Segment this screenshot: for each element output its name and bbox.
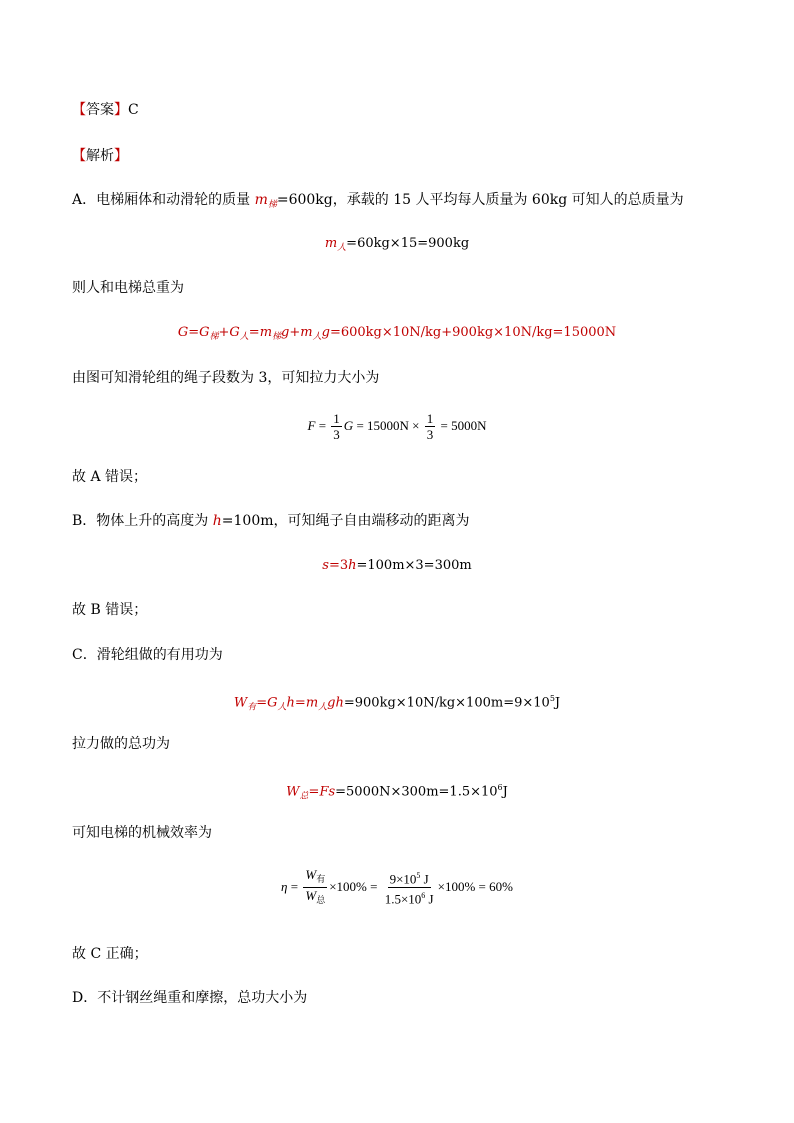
var-s: s: [322, 558, 329, 573]
subscript: 梯: [272, 332, 282, 342]
subscript: 人: [239, 332, 249, 342]
denominator: [383, 888, 436, 906]
answer-value: C: [128, 102, 139, 118]
analysis-heading: [72, 146, 128, 166]
subscript: 梯: [209, 332, 219, 342]
var-W: W: [305, 866, 317, 882]
var-Fs: Fs: [319, 784, 336, 800]
unit: J: [420, 871, 429, 887]
subscript: 梯: [267, 200, 277, 210]
fraction: [383, 868, 436, 906]
answer-label: 答案: [86, 102, 114, 118]
formula-text: =60kg×15=900kg: [346, 236, 470, 251]
subscript: 人: [277, 702, 287, 713]
equals: =: [315, 418, 330, 433]
var-h: h: [348, 558, 357, 573]
exponent: 5: [416, 871, 421, 881]
denominator: 3: [426, 426, 434, 442]
var-h: h: [212, 513, 222, 529]
text: A．电梯厢体和动滑轮的质量: [72, 192, 255, 208]
text: B．物体上升的高度为: [72, 513, 213, 529]
numerator: 1: [333, 410, 340, 426]
answer-line: [72, 100, 139, 120]
formula-text: ×100% =: [329, 879, 381, 894]
var-W: W: [233, 695, 248, 711]
var-h: h: [286, 695, 295, 711]
formula-text: =900kg×10N/kg×100m=9×10: [343, 695, 550, 711]
formula-text: =3: [328, 558, 349, 573]
var: +m: [289, 325, 313, 340]
fraction: [425, 411, 436, 442]
denominator: [303, 888, 327, 908]
subscript: 人: [318, 702, 328, 713]
formula-total-work: [0, 778, 794, 806]
answer-bracket-close: 】: [114, 102, 128, 118]
unit: J: [502, 784, 508, 800]
unit: J: [554, 695, 561, 711]
formula-efficiency: [0, 867, 794, 907]
subscript: 有: [247, 702, 257, 713]
equals: =: [308, 784, 320, 800]
subscript: 人: [337, 243, 347, 253]
var-F: F: [307, 418, 316, 433]
option-a-line2: 则人和电梯总重为: [72, 280, 184, 296]
numerator: [303, 867, 327, 888]
subscript: 有: [316, 873, 326, 884]
option-b-conclusion: 故 B 错误；: [72, 602, 148, 618]
numerator: 1: [426, 410, 434, 426]
var: =G: [256, 695, 278, 711]
formula-text: 1.5×10: [384, 890, 422, 906]
subscript: 总: [299, 791, 309, 802]
option-a-line3: 由图可知滑轮组的绳子段数为 3，可知拉力大小为: [72, 370, 380, 386]
numerator: [388, 868, 431, 887]
var: +G: [218, 325, 240, 340]
text: =100m，可知绳子自由端移动的距离为: [221, 513, 470, 529]
text: =600kg，承载的 15 人平均每人质量为 60kg 可知人的总质量为: [276, 192, 684, 208]
formula-text: 9×10: [389, 871, 417, 887]
exponent: 6: [497, 783, 503, 792]
formula-text: =100m×3=300m: [356, 558, 472, 573]
var: g: [281, 325, 290, 340]
var-eta: η: [281, 879, 288, 894]
formula-mass-people: [0, 234, 794, 258]
var-W: W: [305, 887, 317, 903]
var-gh: gh: [327, 695, 344, 711]
formula-distance: [0, 556, 794, 576]
option-b-intro: [72, 511, 470, 531]
var-W: W: [286, 784, 300, 800]
exponent: 6: [421, 890, 426, 900]
fraction: [303, 867, 327, 908]
analysis-label: 解析: [86, 148, 114, 164]
formula-text: =5000N×300m=1.5×10: [335, 784, 498, 800]
formula-pull-force: [0, 408, 794, 444]
option-a-conclusion: 故 A 错误；: [72, 469, 148, 485]
formula-text: ×100% = 60%: [437, 879, 513, 894]
formula-text: = 5000N: [437, 418, 487, 433]
formula-useful-work: [0, 689, 794, 717]
var: g: [321, 325, 330, 340]
denominator: 3: [333, 426, 340, 442]
equals: =: [287, 879, 302, 894]
option-d-intro: D．不计钢丝绳重和摩擦，总功大小为: [72, 990, 308, 1006]
formula-total-weight: [0, 323, 794, 347]
exponent: 5: [549, 694, 555, 703]
var-m: m: [324, 236, 338, 251]
var: G: [177, 325, 189, 340]
analysis-bracket-close: 】: [114, 148, 128, 164]
var-G: G: [343, 418, 354, 433]
option-c-line3: 可知电梯的机械效率为: [72, 825, 212, 841]
option-c-intro: C．滑轮组做的有用功为: [72, 647, 223, 663]
unit: J: [425, 890, 434, 906]
var: =m: [248, 325, 273, 340]
var: =m: [294, 695, 319, 711]
formula-text: =600kg×10N/kg+900kg×10N/kg=15000N: [329, 325, 617, 340]
subscript: 总: [316, 894, 326, 905]
option-c-conclusion: 故 C 正确；: [72, 946, 148, 962]
var: =G: [188, 325, 210, 340]
subscript: 人: [312, 332, 322, 342]
var-m: m: [254, 192, 268, 208]
analysis-bracket-open: 【: [72, 148, 86, 164]
option-c-line2: 拉力做的总功为: [72, 736, 170, 752]
answer-bracket-open: 【: [72, 102, 86, 118]
formula-text: = 15000N ×: [353, 418, 423, 433]
fraction: [331, 411, 342, 442]
option-a-intro: [72, 190, 684, 215]
